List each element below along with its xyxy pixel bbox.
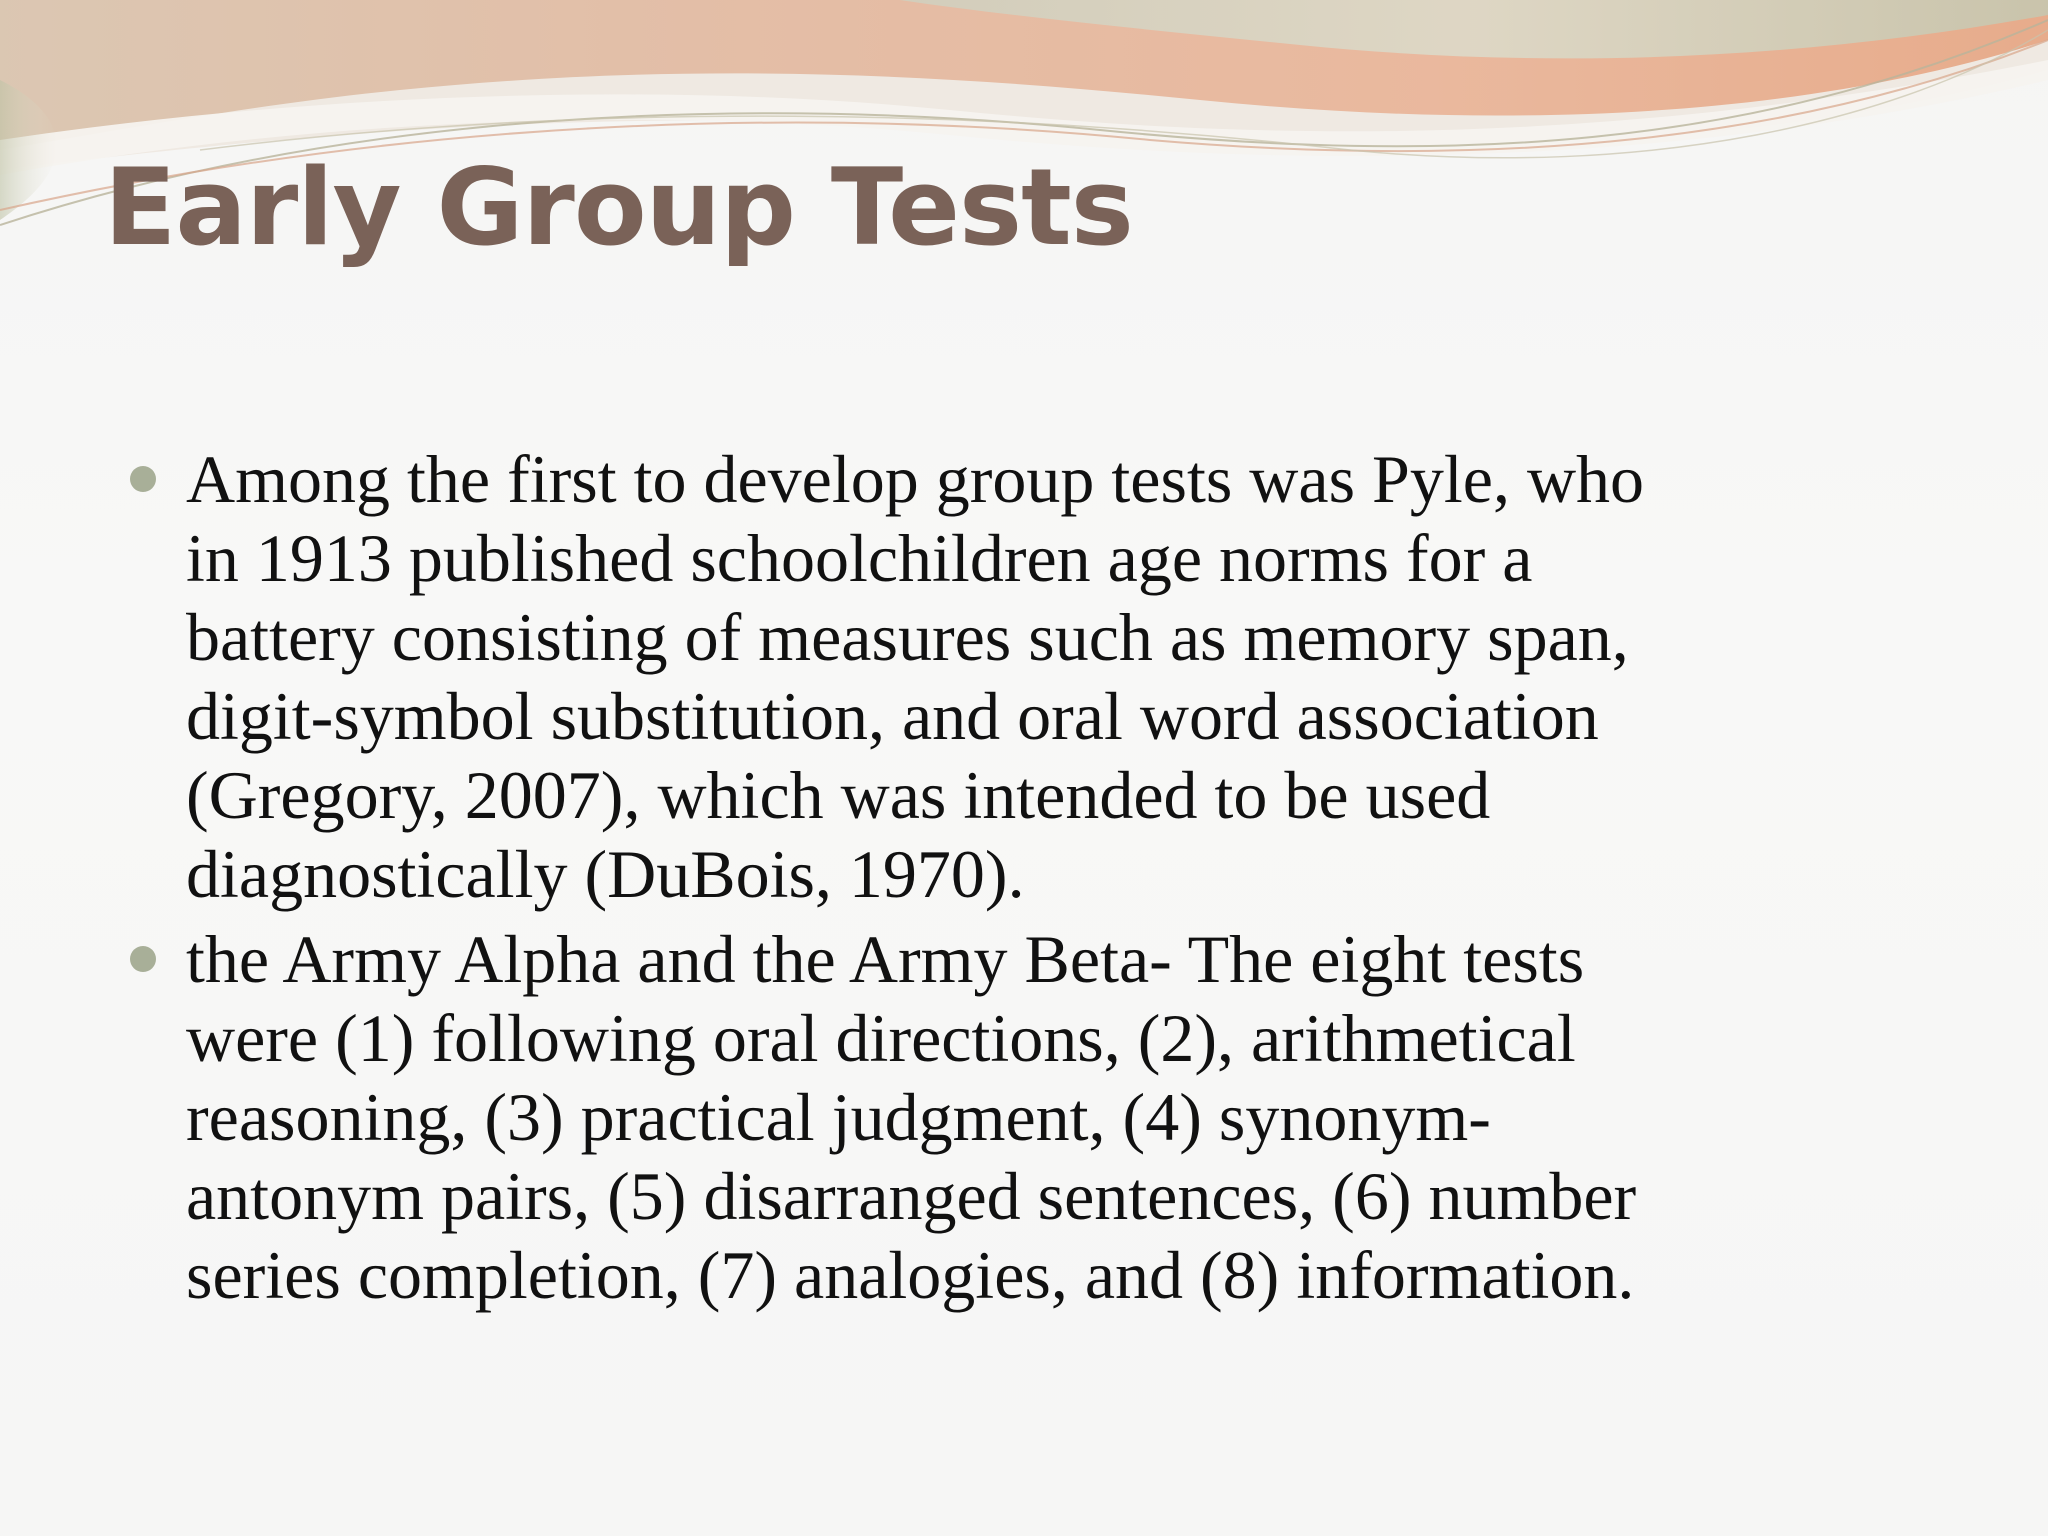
bullet-line: antonym pairs, (5) disarranged sentences, (6) number — [186, 1158, 1637, 1234]
bullet-line: the Army Alpha and the Army Beta- The eight tests — [186, 921, 1585, 997]
bullet-line: reasoning, (3) practical judgment, (4) synonym- — [186, 1079, 1491, 1155]
bullet-line: battery consisting of measures such as memory span, — [186, 599, 1629, 675]
bullet-line: digit-symbol substitution, and oral word association — [186, 678, 1599, 754]
bullet-line: (Gregory, 2007), which was intended to be used — [186, 757, 1491, 833]
bullet-line: series completion, (7) analogies, and (8) information. — [186, 1237, 1635, 1313]
bullet-dot-icon — [130, 466, 156, 492]
bullet-dot-icon — [130, 946, 156, 972]
bullet-item — [130, 440, 1990, 914]
bullet-item — [130, 920, 1990, 1315]
bullet-line: were (1) following oral directions, (2), arithmetical — [186, 1000, 1576, 1076]
bullet-line: diagnostically (DuBois, 1970). — [186, 836, 1025, 912]
bullet-line: Among the first to develop group tests was Pyle, who — [186, 441, 1645, 517]
bullet-line: in 1913 published schoolchildren age norms for a — [186, 520, 1533, 596]
bullet-list — [130, 440, 1990, 1321]
slide-title: Early Group Tests — [104, 146, 1133, 269]
